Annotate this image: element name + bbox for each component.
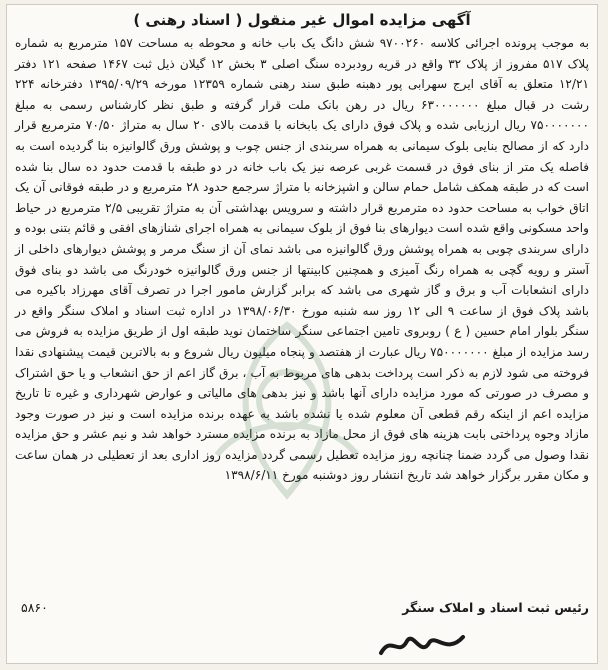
notice-body: به موجب پرونده اجرائی کلاسه ۹۷۰۰۲۶۰ شش دانگ یک باب خانه و محوطه به مساحت ۱۵۷ مترمربع به شماره پلاک ۵۱۷ مفروز از پلاک ۳۲ واقع در قریه رودبرده سنگ اصلی ۳ بخش ۱۲ گیلان ذیل ثبت ۱۴۶۷ صفحه ۱۲۱ دفتر ۱۲/۲۱ متعلق به آقای ایرج سهرابی پور دهبنه طبق سند رهنی شماره ۱۲۳۵۹ مورخه ۱۳۹۵/۰۹/۲۹ دفترخانه ۲۲۴ رشت در قبال مبلغ ۶۳۰۰۰۰۰۰۰ ریال در رهن بانک ملت قرار گرفته و طبق نظر کارشناس رسمی به مبلغ ۷۵۰۰۰۰۰۰۰ ریال ارزیابی شده و پلاک فوق دارای یک بابخانه با قدمت بالای ۲۰ سال به متراژ ۷۰/۵۰ مترمربع قرار دارد که از مصالح بنایی بلوک سیمانی به همراه سربندی از جنس چوب و پوشش ورق گالوانیزه بنا گردیده است به فاصله یک متر از بنای فوق در قسمت غربی عرصه نیز یک باب خانه در دو طبقه با قدمت حدود ده سال بنا شده است که در طبقه همکف شامل حمام سالن و اشپزخانه با متراژ سرجمع حدود ۲۸ مترمربع و در طبقه فوقانی آن یک اتاق خواب به مساحت حدود ده مترمربع قرار داشته و سرویس بهداشتی آن به متراژ تقریبی ۲/۵ مترمربع در حیاط واحد مسکونی واقع شده است دیوارهای بنا فوق از بلوک سیمانی به همراه اجرای شنازهای افقی و قائم بتنی بوده و دارای سربندی چوبی به همراه پوشش ورق گالوانیزه می باشد نمای آن از سنگ مرمر و پوشش دیوارهای داخلی از آستر و رویه گچی به همراه رنگ آمیزی و همچنین کابینتها از جنس ورق گالوانیزه خودرنگ می باشد دو بنای فوق دارای انشعابات آب و برق و گاز شهری می باشد که برابر گزارش مامور اجرا در تصرف آقای مهرزاد باکیره می باشد پلاک فوق از ساعت ۹ الی ۱۲ روز سه شنبه مورخ ۱۳۹۸/۰۶/۳۰ در اداره ثبت اسناد و املاک سنگر واقع در سنگر بلوار امام حسین ( ع ) روبروی تامین اجتماعی سنگر ساختمان نوید طبقه اول از طریق مزایده به فروش می رسد مزایده از مبلغ ۷۵۰۰۰۰۰۰۰ ریال عبارت از هفتصد و پنجاه میلیون ریال شروع و به بالاترین قیمت پیشنهادی نقدا فروخته می شود لازم به ذکر است پرداخت بدهی های مربوط به آب ، برق گاز اعم از حق انشعاب و یا حق اشتراک و مصرف در صورتی که مورد مزایده دارای آنها باشد و نیز بدهی های مالیاتی و عوارض شهرداری و غیره تا تاریخ مزایده اعم از اینکه رقم قطعی آن معلوم شده یا نشده باشد به عهده برنده مزایده است و نیز در صورت وجود مازاد وجوه پرداختی بابت هزینه های فوق از محل مازاد به برنده مزایده مسترد خواهد شد و نیم عشر و حق مزایده نقدا وصول می گردد ضمنا چنانچه روز مزایده تعطیل رسمی گردد مزایده روز اداری بعد از تعطیلی در همان ساعت و مکان مقرر برگزار خواهد شد تاریخ انتشار روز دوشنبه مورخ ۱۳۹۸/۶/۱۱ [15,36,590,483]
notice-sheet [6,4,598,664]
handwritten-mark-icon [377,627,467,663]
signer-title: رئیس ثبت اسناد و املاک سنگر [402,600,589,615]
reference-number: ۵۸۶۰ [21,600,48,615]
notice-footer [15,600,589,624]
notice-title: آگهی مزایده اموال غیر منقول ( اسناد رهنی ) [133,11,471,29]
